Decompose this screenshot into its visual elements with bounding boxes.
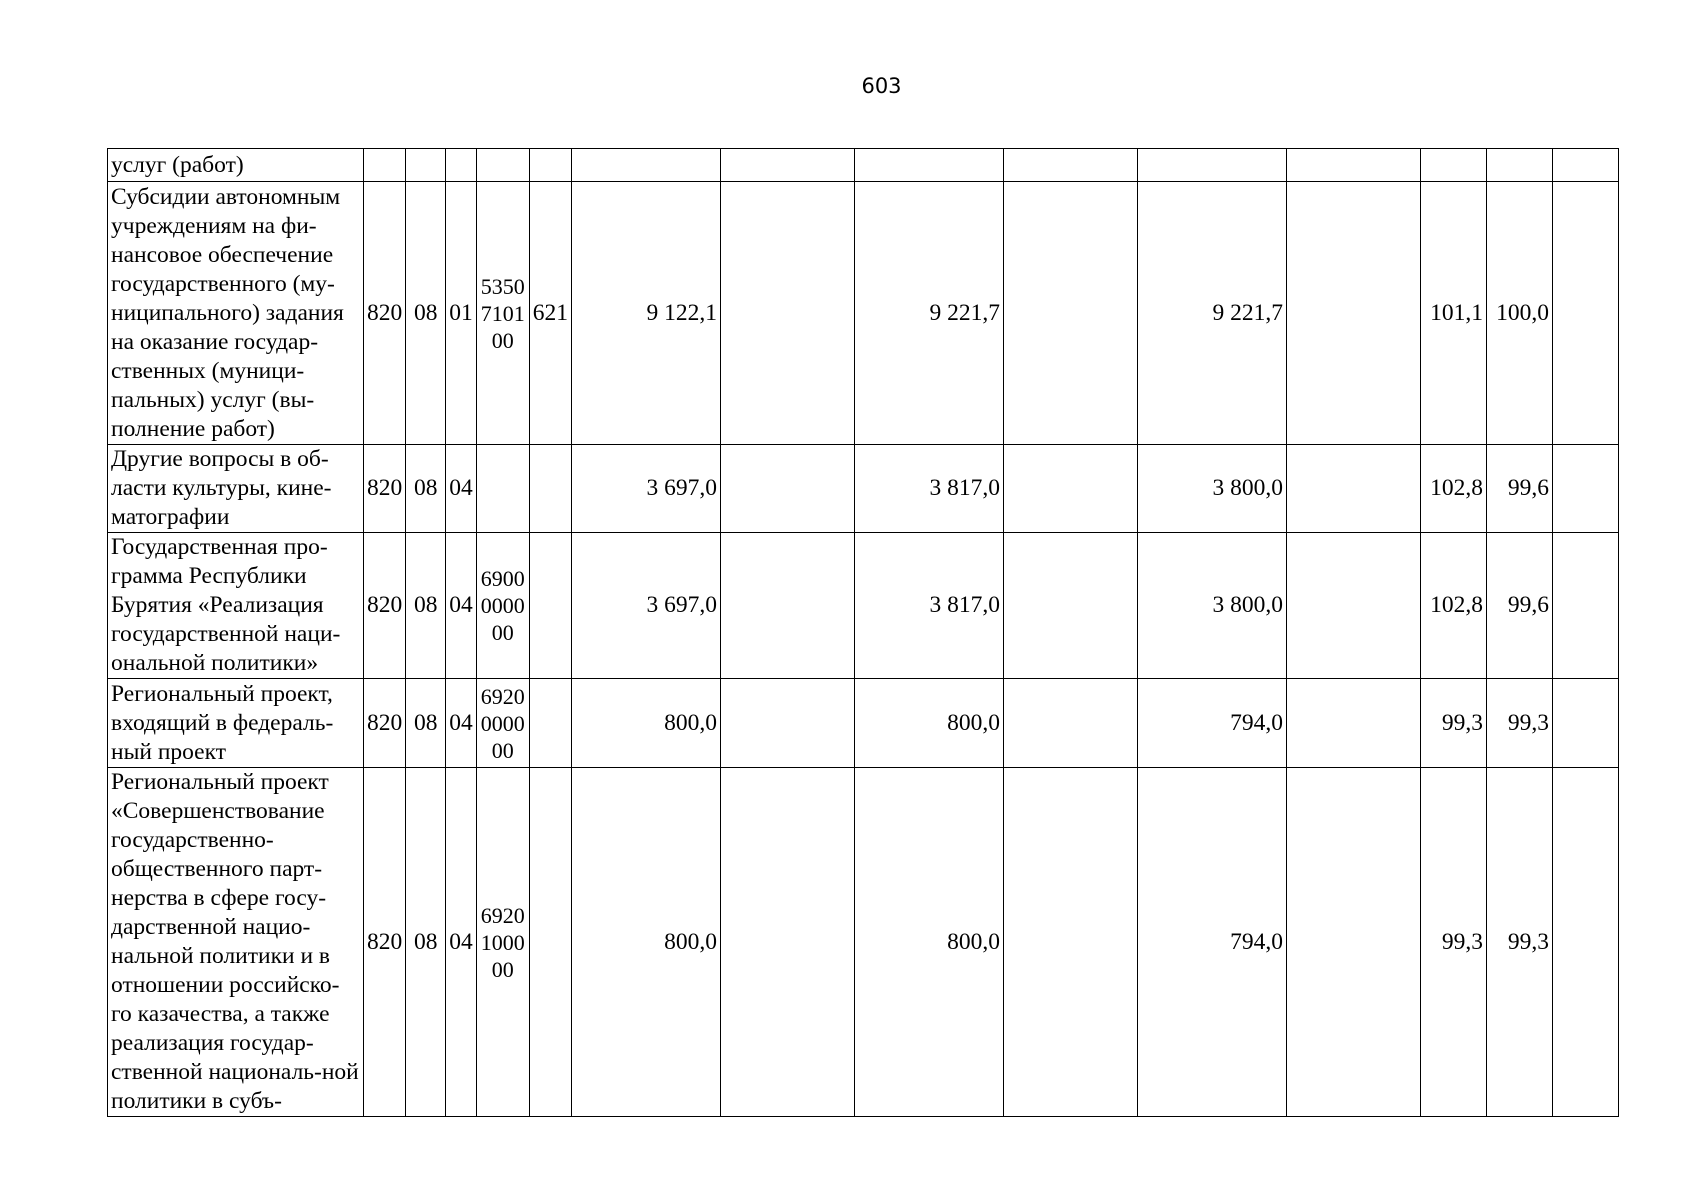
cell-target-article — [476, 679, 529, 768]
cell-section-code — [406, 149, 446, 182]
cell-value-6 — [1287, 533, 1421, 679]
cell-percent-1: 102,8 — [1421, 445, 1487, 533]
cell-blank — [1553, 182, 1619, 445]
cell-target-article — [476, 768, 529, 1117]
target-article-part: 00 — [491, 620, 514, 645]
cell-name: Субсидии автономным учреждениям на фи-нансовое обеспечение государственного (му-ниципального) задания на оказание государ-ственных (муници-пальных) услуг (вы-полнение работ) — [108, 182, 364, 445]
table-row — [108, 768, 1619, 1117]
cell-value-5: 794,0 — [1138, 679, 1287, 768]
cell-percent-1: 102,8 — [1421, 533, 1487, 679]
target-article-part: 0000 — [480, 593, 525, 618]
cell-subsection-code: 04 — [446, 679, 477, 768]
cell-value-4 — [1004, 445, 1138, 533]
cell-subsection-code: 04 — [446, 768, 477, 1117]
cell-value-4 — [1004, 533, 1138, 679]
cell-value-2 — [721, 149, 855, 182]
cell-ministry-code: 820 — [364, 768, 406, 1117]
cell-name: Другие вопросы в об-ласти культуры, кине-матографии — [108, 445, 364, 533]
cell-expense-type — [529, 445, 571, 533]
cell-percent-2: 100,0 — [1487, 182, 1553, 445]
target-article-part: 1000 — [480, 929, 525, 955]
cell-ministry-code — [364, 149, 406, 182]
target-article-part: 7101 — [480, 300, 525, 326]
cell-value-6 — [1287, 149, 1421, 182]
cell-expense-type — [529, 533, 571, 679]
cell-target-article — [476, 182, 529, 445]
cell-value-2 — [721, 533, 855, 679]
cell-ministry-code: 820 — [364, 533, 406, 679]
page-number: 603 — [861, 74, 902, 98]
cell-percent-1 — [1421, 149, 1487, 182]
target-article-part: 5350 — [480, 273, 525, 299]
cell-percent-1: 99,3 — [1421, 768, 1487, 1117]
target-article-part: 6920 — [480, 902, 525, 928]
target-article-part: 00 — [491, 737, 514, 763]
cell-value-2 — [721, 445, 855, 533]
cell-blank — [1553, 533, 1619, 679]
cell-subsection-code: 01 — [446, 182, 477, 445]
cell-value-2 — [721, 182, 855, 445]
cell-section-code: 08 — [406, 679, 446, 768]
cell-value-1 — [572, 149, 721, 182]
cell-subsection-code — [446, 149, 477, 182]
cell-value-3: 800,0 — [855, 768, 1004, 1117]
cell-value-5: 9 221,7 — [1138, 182, 1287, 445]
cell-name: услуг (работ) — [108, 149, 364, 182]
cell-ministry-code: 820 — [364, 182, 406, 445]
cell-section-code: 08 — [406, 533, 446, 679]
table-row — [108, 533, 1619, 679]
table-row — [108, 182, 1619, 445]
cell-ministry-code: 820 — [364, 679, 406, 768]
cell-percent-2: 99,6 — [1487, 533, 1553, 679]
cell-blank — [1553, 149, 1619, 182]
cell-value-1: 9 122,1 — [572, 182, 721, 445]
cell-value-2 — [721, 679, 855, 768]
table-row — [108, 149, 1619, 182]
cell-percent-2 — [1487, 149, 1553, 182]
cell-value-3: 3 817,0 — [855, 533, 1004, 679]
cell-percent-2: 99,6 — [1487, 445, 1553, 533]
cell-expense-type — [529, 679, 571, 768]
cell-value-3: 800,0 — [855, 679, 1004, 768]
cell-value-1: 800,0 — [572, 679, 721, 768]
cell-ministry-code: 820 — [364, 445, 406, 533]
cell-percent-1: 99,3 — [1421, 679, 1487, 768]
cell-section-code: 08 — [406, 768, 446, 1117]
cell-section-code: 08 — [406, 182, 446, 445]
cell-value-3 — [855, 149, 1004, 182]
cell-value-5: 794,0 — [1138, 768, 1287, 1117]
cell-value-1: 3 697,0 — [572, 445, 721, 533]
target-article-part: 6920 — [480, 683, 525, 709]
cell-name: Государственная про-грамма Республики Бурятия «Реализация государственной наци-ональной политики» — [108, 533, 364, 679]
cell-value-4 — [1004, 679, 1138, 768]
cell-percent-1: 101,1 — [1421, 182, 1487, 445]
cell-value-4 — [1004, 768, 1138, 1117]
table-row — [108, 679, 1619, 768]
cell-value-4 — [1004, 149, 1138, 182]
cell-percent-2: 99,3 — [1487, 679, 1553, 768]
cell-value-6 — [1287, 182, 1421, 445]
cell-name: Региональный проект, входящий в федераль-ный проект — [108, 679, 364, 768]
target-article-part: 6900 — [480, 566, 525, 591]
cell-value-5 — [1138, 149, 1287, 182]
cell-section-code: 08 — [406, 445, 446, 533]
cell-blank — [1553, 679, 1619, 768]
cell-percent-2: 99,3 — [1487, 768, 1553, 1117]
cell-target-article — [476, 533, 529, 679]
cell-value-3: 9 221,7 — [855, 182, 1004, 445]
cell-target-article — [476, 445, 529, 533]
cell-target-article — [476, 149, 529, 182]
cell-name: Региональный проект «Совершенствование государственно-общественного парт-нерства в сфере госу-дарственной нацио-нальной политики и в отношении российско-го казачества, а также реализация государ-ственной националь-ной политики в субъ- — [108, 768, 364, 1117]
target-article-part: 0000 — [480, 710, 525, 736]
cell-value-3: 3 817,0 — [855, 445, 1004, 533]
cell-expense-type — [529, 768, 571, 1117]
table-row — [108, 445, 1619, 533]
cell-subsection-code: 04 — [446, 445, 477, 533]
cell-blank — [1553, 768, 1619, 1117]
cell-value-2 — [721, 768, 855, 1117]
cell-value-5: 3 800,0 — [1138, 533, 1287, 679]
cell-expense-type: 621 — [529, 182, 571, 445]
cell-blank — [1553, 445, 1619, 533]
cell-expense-type — [529, 149, 571, 182]
cell-value-1: 3 697,0 — [572, 533, 721, 679]
cell-value-6 — [1287, 768, 1421, 1117]
cell-value-6 — [1287, 445, 1421, 533]
cell-value-5: 3 800,0 — [1138, 445, 1287, 533]
target-article-part: 00 — [491, 956, 514, 982]
target-article-part: 00 — [491, 327, 514, 353]
cell-value-6 — [1287, 679, 1421, 768]
cell-value-4 — [1004, 182, 1138, 445]
cell-value-1: 800,0 — [572, 768, 721, 1117]
cell-subsection-code: 04 — [446, 533, 477, 679]
budget-table — [107, 148, 1619, 1117]
